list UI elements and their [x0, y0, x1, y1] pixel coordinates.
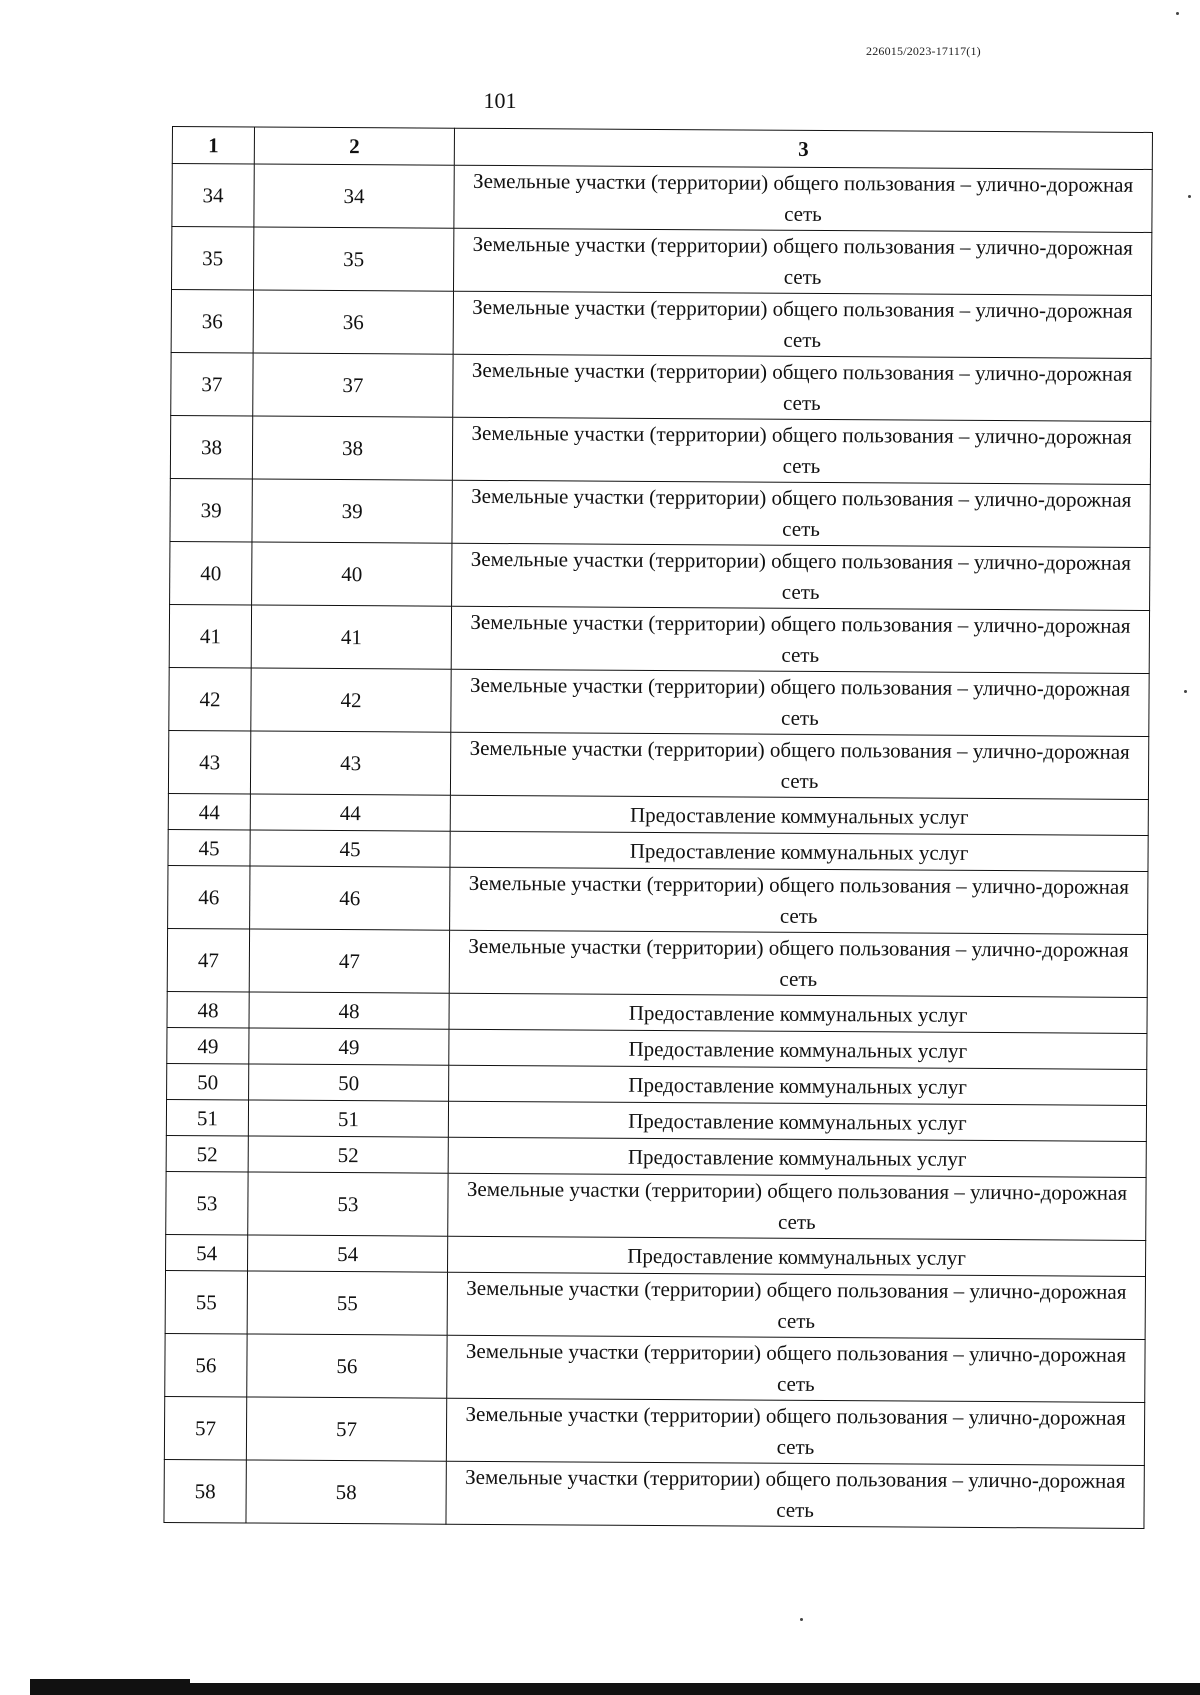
cell-col-1: 40	[170, 541, 252, 604]
cell-col-3: Предоставление коммунальных услуг	[448, 1137, 1146, 1177]
cell-col-1: 54	[166, 1234, 248, 1271]
table-row	[172, 164, 1152, 233]
table-row	[172, 227, 1152, 296]
cell-col-2: 36	[253, 290, 453, 354]
scan-speck	[800, 1618, 803, 1621]
cell-col-2: 56	[247, 1334, 447, 1398]
cell-col-2: 45	[250, 830, 450, 867]
cell-col-1: 34	[172, 164, 254, 227]
cell-col-1: 58	[164, 1459, 246, 1522]
cell-col-1: 48	[167, 991, 249, 1028]
table-row	[169, 667, 1149, 736]
cell-col-1: 56	[165, 1333, 247, 1396]
cell-col-3: Предоставление коммунальных услуг	[449, 1029, 1147, 1069]
cell-col-2: 52	[248, 1136, 448, 1173]
cell-col-2: 48	[249, 992, 449, 1029]
cell-col-3: Предоставление коммунальных услуг	[449, 993, 1147, 1033]
cell-col-3: Земельные участки (территории) общего пользования – улично-дорожная сеть	[451, 669, 1149, 736]
table-row	[166, 1234, 1146, 1276]
cell-col-3: Земельные участки (территории) общего пользования – улично-дорожная сеть	[449, 930, 1147, 997]
cell-col-3: Земельные участки (территории) общего пользования – улично-дорожная сеть	[451, 606, 1149, 673]
cell-col-1: 45	[168, 829, 250, 866]
cell-col-1: 36	[171, 290, 253, 353]
cell-col-2: 39	[252, 479, 452, 543]
cell-col-1: 37	[171, 352, 253, 415]
cell-col-1: 55	[165, 1270, 247, 1333]
table-row	[167, 1063, 1147, 1105]
header-col-1: 1	[172, 127, 254, 165]
cell-col-2: 41	[251, 605, 451, 669]
cell-col-1: 39	[170, 478, 252, 541]
cell-col-1: 35	[172, 227, 254, 290]
table-row	[170, 541, 1150, 610]
cell-col-2: 34	[254, 164, 454, 228]
table-header-row	[172, 127, 1152, 170]
cell-col-1: 53	[166, 1171, 248, 1234]
cell-col-1: 49	[167, 1027, 249, 1064]
cell-col-2: 57	[246, 1397, 446, 1461]
page-number-text: 101	[483, 88, 517, 113]
cell-col-3: Земельные участки (территории) общего пользования – улично-дорожная сеть	[450, 867, 1148, 934]
cell-col-2: 55	[247, 1271, 447, 1335]
cell-col-2: 42	[251, 668, 451, 732]
page-number	[0, 88, 1200, 114]
cell-col-2: 50	[249, 1064, 449, 1101]
cell-col-1: 42	[169, 667, 251, 730]
cell-col-3: Земельные участки (территории) общего пользования – улично-дорожная сеть	[452, 480, 1150, 547]
cell-col-3: Земельные участки (территории) общего пользования – улично-дорожная сеть	[446, 1461, 1144, 1528]
cell-col-3: Земельные участки (территории) общего пользования – улично-дорожная сеть	[454, 165, 1152, 232]
table-row	[171, 352, 1151, 421]
table-row	[170, 415, 1150, 484]
table-row	[169, 604, 1149, 673]
cell-col-3: Земельные участки (территории) общего пользования – улично-дорожная сеть	[447, 1335, 1145, 1402]
cell-col-3: Предоставление коммунальных услуг	[450, 795, 1148, 835]
table-row	[167, 928, 1147, 997]
cell-col-1: 38	[170, 415, 252, 478]
cell-col-1: 46	[168, 865, 250, 928]
cell-col-3: Предоставление коммунальных услуг	[448, 1101, 1146, 1141]
cell-col-2: 58	[246, 1460, 446, 1524]
cell-col-2: 46	[250, 866, 450, 930]
cell-col-3: Земельные участки (территории) общего пользования – улично-дорожная сеть	[452, 543, 1150, 610]
cell-col-3: Земельные участки (территории) общего пользования – улично-дорожная сеть	[453, 228, 1151, 295]
document-number: 226015/2023-17117(1)	[866, 44, 981, 58]
cell-col-1: 43	[168, 730, 250, 793]
table-row	[166, 1171, 1146, 1240]
registry-table	[163, 126, 1153, 1529]
cell-col-2: 37	[253, 353, 453, 417]
cell-col-3: Предоставление коммунальных услуг	[448, 1236, 1146, 1276]
table-row	[166, 1135, 1146, 1177]
cell-col-2: 54	[248, 1235, 448, 1272]
cell-col-3: Земельные участки (территории) общего пользования – улично-дорожная сеть	[448, 1173, 1146, 1240]
cell-col-2: 51	[248, 1100, 448, 1137]
cell-col-1: 44	[168, 793, 250, 830]
cell-col-2: 35	[253, 227, 453, 291]
cell-col-2: 38	[252, 416, 452, 480]
cell-col-3: Земельные участки (территории) общего пользования – улично-дорожная сеть	[446, 1398, 1144, 1465]
cell-col-3: Земельные участки (территории) общего пользования – улично-дорожная сеть	[450, 732, 1148, 799]
table-row	[168, 829, 1148, 871]
cell-col-1: 50	[167, 1063, 249, 1100]
cell-col-1: 47	[167, 928, 249, 991]
table-row	[165, 1270, 1145, 1339]
cell-col-3: Земельные участки (территории) общего пользования – улично-дорожная сеть	[447, 1272, 1145, 1339]
cell-col-2: 47	[249, 929, 449, 993]
scan-speck	[1184, 690, 1187, 693]
table-row	[167, 991, 1147, 1033]
table-row	[170, 478, 1150, 547]
table-row	[164, 1396, 1144, 1465]
header-col-3: 3	[454, 128, 1152, 169]
cell-col-2: 44	[250, 794, 450, 831]
header-col-2: 2	[254, 127, 454, 165]
table-row	[165, 1333, 1145, 1402]
table-row	[167, 1027, 1147, 1069]
cell-col-1: 51	[166, 1099, 248, 1136]
scan-edge-bar	[30, 1683, 1200, 1695]
table-row	[168, 730, 1148, 799]
cell-col-1: 41	[169, 604, 251, 667]
cell-col-3: Предоставление коммунальных услуг	[449, 1065, 1147, 1105]
table-row	[166, 1099, 1146, 1141]
scan-speck	[1176, 12, 1179, 15]
scan-speck	[1188, 195, 1191, 198]
cell-col-3: Земельные участки (территории) общего пользования – улично-дорожная сеть	[452, 417, 1150, 484]
cell-col-2: 49	[249, 1028, 449, 1065]
cell-col-1: 52	[166, 1135, 248, 1172]
cell-col-2: 43	[250, 731, 450, 795]
table-row	[171, 290, 1151, 359]
table-row	[164, 1459, 1144, 1528]
cell-col-3: Земельные участки (территории) общего пользования – улично-дорожная сеть	[453, 291, 1151, 358]
cell-col-3: Земельные участки (территории) общего пользования – улично-дорожная сеть	[453, 354, 1151, 421]
table-row	[168, 793, 1148, 835]
cell-col-2: 40	[252, 542, 452, 606]
cell-col-1: 57	[164, 1396, 246, 1459]
cell-col-2: 53	[248, 1172, 448, 1236]
table-row	[168, 865, 1148, 934]
cell-col-3: Предоставление коммунальных услуг	[450, 831, 1148, 871]
